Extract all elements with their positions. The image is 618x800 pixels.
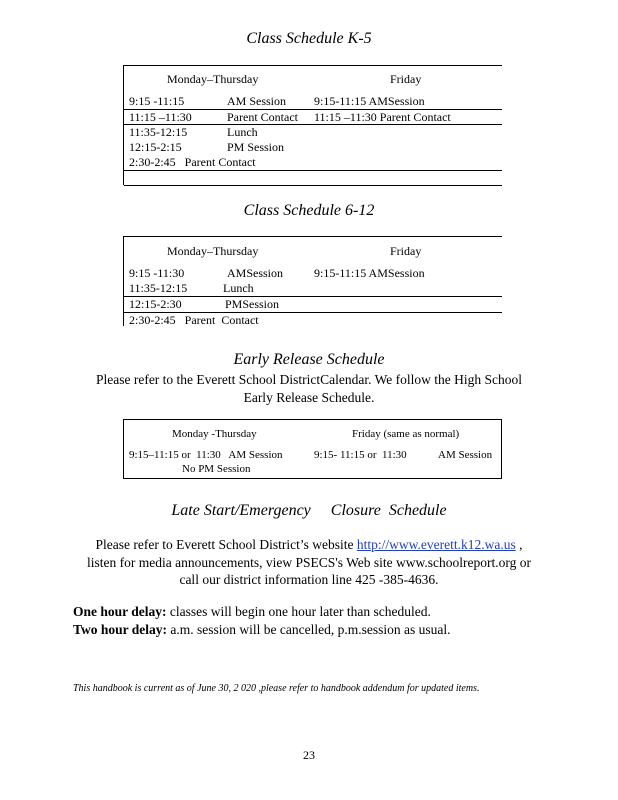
row-label: AM Session (227, 94, 287, 108)
row-time: 11:35-12:15 (129, 281, 188, 295)
row-label: AMSession (227, 266, 284, 280)
row-label: PMSession (225, 297, 280, 311)
late-start-title: Late Start/Emergency Closure Schedule (171, 502, 447, 519)
one-hour-delay (73, 603, 431, 621)
header-friday: Friday (same as normal) (352, 428, 460, 440)
row-time: 12:15-2:30 (129, 297, 182, 311)
row-friday: 9:15-11:15 AMSession (314, 266, 425, 280)
late-start-line2: listen for media announcements, view PSECS's Web site www.schoolreport.org or (87, 555, 531, 570)
row-friday: 11:15 –11:30 Parent Contact (314, 110, 451, 124)
row-friday: 9:15- 11:15 or 11:30 (314, 449, 407, 461)
table-border-top (124, 65, 502, 66)
row-time: 9:15 -11:30 (129, 266, 185, 280)
g612-schedule-table (123, 236, 502, 326)
row-label: PM Session (227, 140, 285, 154)
row-time: 2:30-2:45 Parent Contact (129, 155, 256, 169)
g612-title: Class Schedule 6-12 (243, 202, 375, 219)
k5-title: Class Schedule K-5 (246, 30, 372, 47)
table-divider (124, 170, 502, 171)
row-label: Lunch (227, 125, 258, 139)
early-release-text-line2: Early Release Schedule. (243, 390, 375, 405)
table-border-bottom (124, 185, 502, 186)
row-friday: 9:15-11:15 AMSession (314, 94, 425, 108)
row-time: 11:35-12:15 (129, 125, 188, 139)
late-start-line3: call our district information line 425 -385-4636. (179, 572, 439, 587)
header-friday: Friday (390, 72, 422, 86)
row-label: Parent Contact (227, 110, 298, 124)
row-friday-label: AM Session (438, 449, 493, 461)
two-hour-delay-label: Two hour delay: (73, 622, 168, 637)
one-hour-delay-text: classes will begin one hour later than scheduled. (166, 604, 431, 619)
header-mon-thu: Monday -Thursday (172, 428, 257, 440)
one-hour-delay-label: One hour delay: (73, 604, 167, 619)
header-mon-thu: Monday–Thursday (167, 72, 259, 86)
header-mon-thu: Monday–Thursday (167, 244, 259, 258)
handbook-note: This handbook is current as of June 30, 2 020 ,please refer to handbook addendum for updated items. (73, 683, 480, 694)
late-start-line1 (0, 536, 618, 554)
row-mon-thu: 9:15–11:15 or 11:30 AM Session (129, 449, 283, 461)
district-website-link[interactable]: http://www.everett.k12.wa.us (356, 537, 516, 552)
row-label: Lunch (223, 281, 254, 295)
row-mon-thu-pm: No PM Session (182, 463, 251, 475)
row-time: 9:15 -11:15 (129, 94, 185, 108)
row-time: 2:30-2:45 Parent Contact (129, 313, 259, 327)
early-release-table (123, 419, 502, 479)
k5-schedule-table (123, 65, 502, 185)
early-release-title: Early Release Schedule (233, 351, 385, 368)
row-time: 12:15-2:15 (129, 140, 182, 154)
two-hour-delay-text: a.m. session will be cancelled, p.m.session as usual. (167, 622, 451, 637)
row-time: 11:15 –11:30 (129, 110, 192, 124)
late-start-line1-text: Please refer to Everett School District’s website (95, 537, 357, 552)
early-release-text-line1: Please refer to the Everett School DistrictCalendar. We follow the High School (95, 372, 523, 387)
two-hour-delay (73, 621, 450, 639)
table-border-top (124, 236, 502, 237)
page-number: 23 (303, 748, 315, 762)
late-start-line1-end: , (515, 537, 523, 552)
header-friday: Friday (390, 244, 422, 258)
